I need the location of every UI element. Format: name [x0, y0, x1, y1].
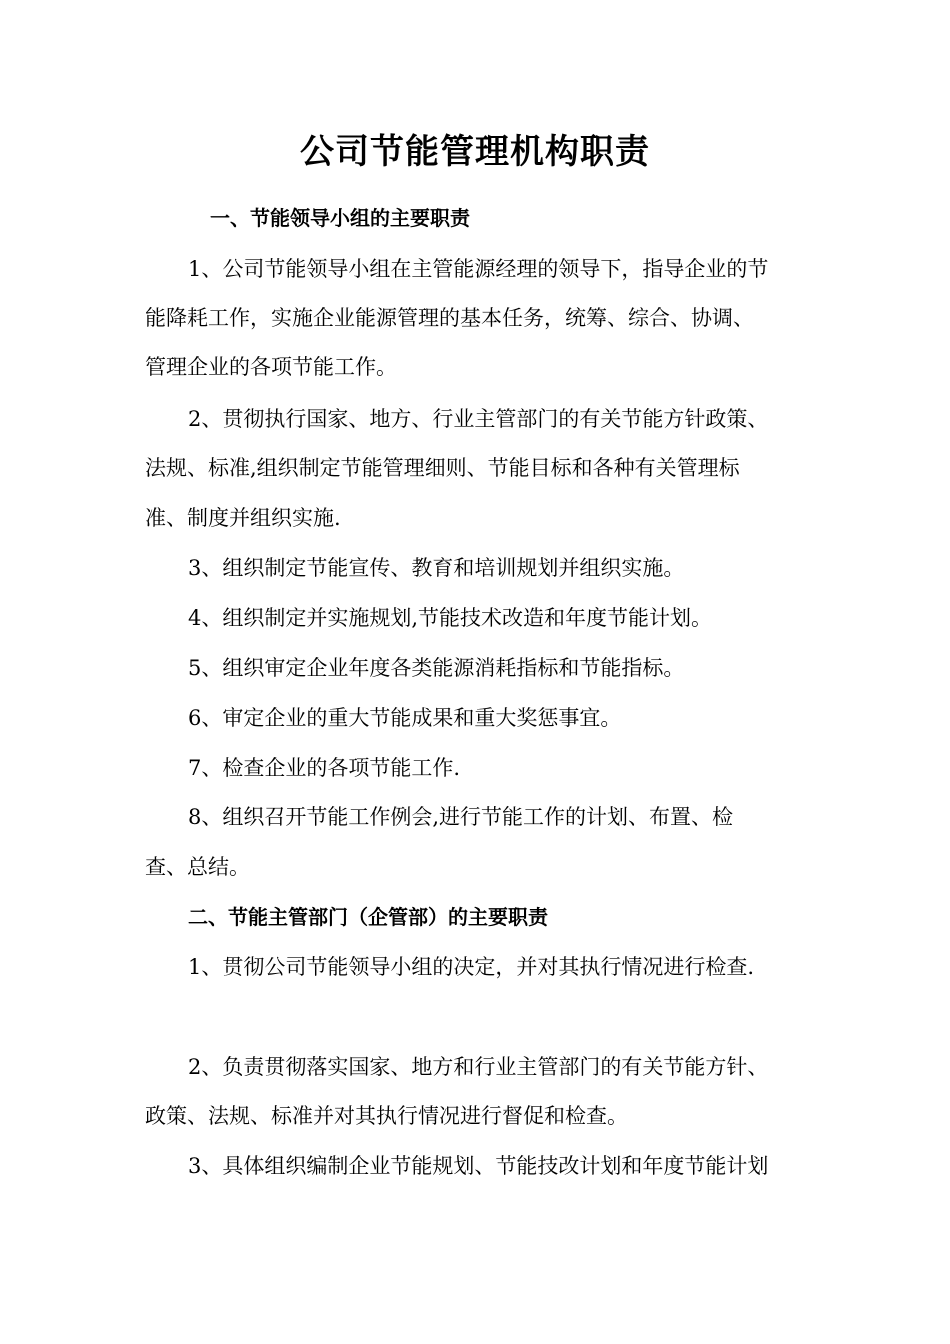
paragraph-line: 7、检查企业的各项节能工作. [188, 756, 461, 780]
paragraph-line: 6、审定企业的重大节能成果和重大奖惩事宜。 [188, 706, 622, 730]
paragraph-line: 2、贯彻执行国家、地方、行业主管部门的有关节能方针政策、 [188, 407, 769, 431]
document-title: 公司节能管理机构职责 [300, 132, 650, 172]
paragraph-line: 5、组织审定企业年度各类能源消耗指标和节能指标。 [188, 656, 685, 680]
paragraph-line: 法规、标准,组织制定节能管理细则、节能目标和各种有关管理标 [145, 456, 740, 480]
paragraph-line: 4、组织制定并实施规划,节能技术改造和年度节能计划。 [188, 606, 713, 630]
section-1-heading: 一、节能领导小组的主要职责 [210, 206, 470, 230]
paragraph-line: 3、具体组织编制企业节能规划、节能技改计划和年度节能计划 [188, 1154, 769, 1178]
paragraph-line: 政策、法规、标准并对其执行情况进行督促和检查。 [145, 1104, 628, 1128]
paragraph-line: 1、贯彻公司节能领导小组的决定，并对其执行情况进行检查. [188, 955, 755, 979]
paragraph-line: 3、组织制定节能宣传、教育和培训规划并组织实施。 [188, 556, 685, 580]
paragraph-line: 管理企业的各项节能工作。 [145, 355, 397, 379]
paragraph-line: 8、组织召开节能工作例会,进行节能工作的计划、布置、检 [188, 805, 734, 829]
paragraph-line: 能降耗工作，实施企业能源管理的基本任务，统筹、综合、协调、 [145, 306, 754, 330]
paragraph-line: 2、负责贯彻落实国家、地方和行业主管部门的有关节能方针、 [188, 1055, 769, 1079]
section-2-heading: 二、节能主管部门（企管部）的主要职责 [188, 905, 548, 929]
paragraph-line: 1、公司节能领导小组在主管能源经理的领导下，指导企业的节 [188, 257, 769, 281]
paragraph-line: 查、总结。 [145, 855, 250, 879]
paragraph-line: 准、制度并组织实施. [145, 506, 341, 530]
